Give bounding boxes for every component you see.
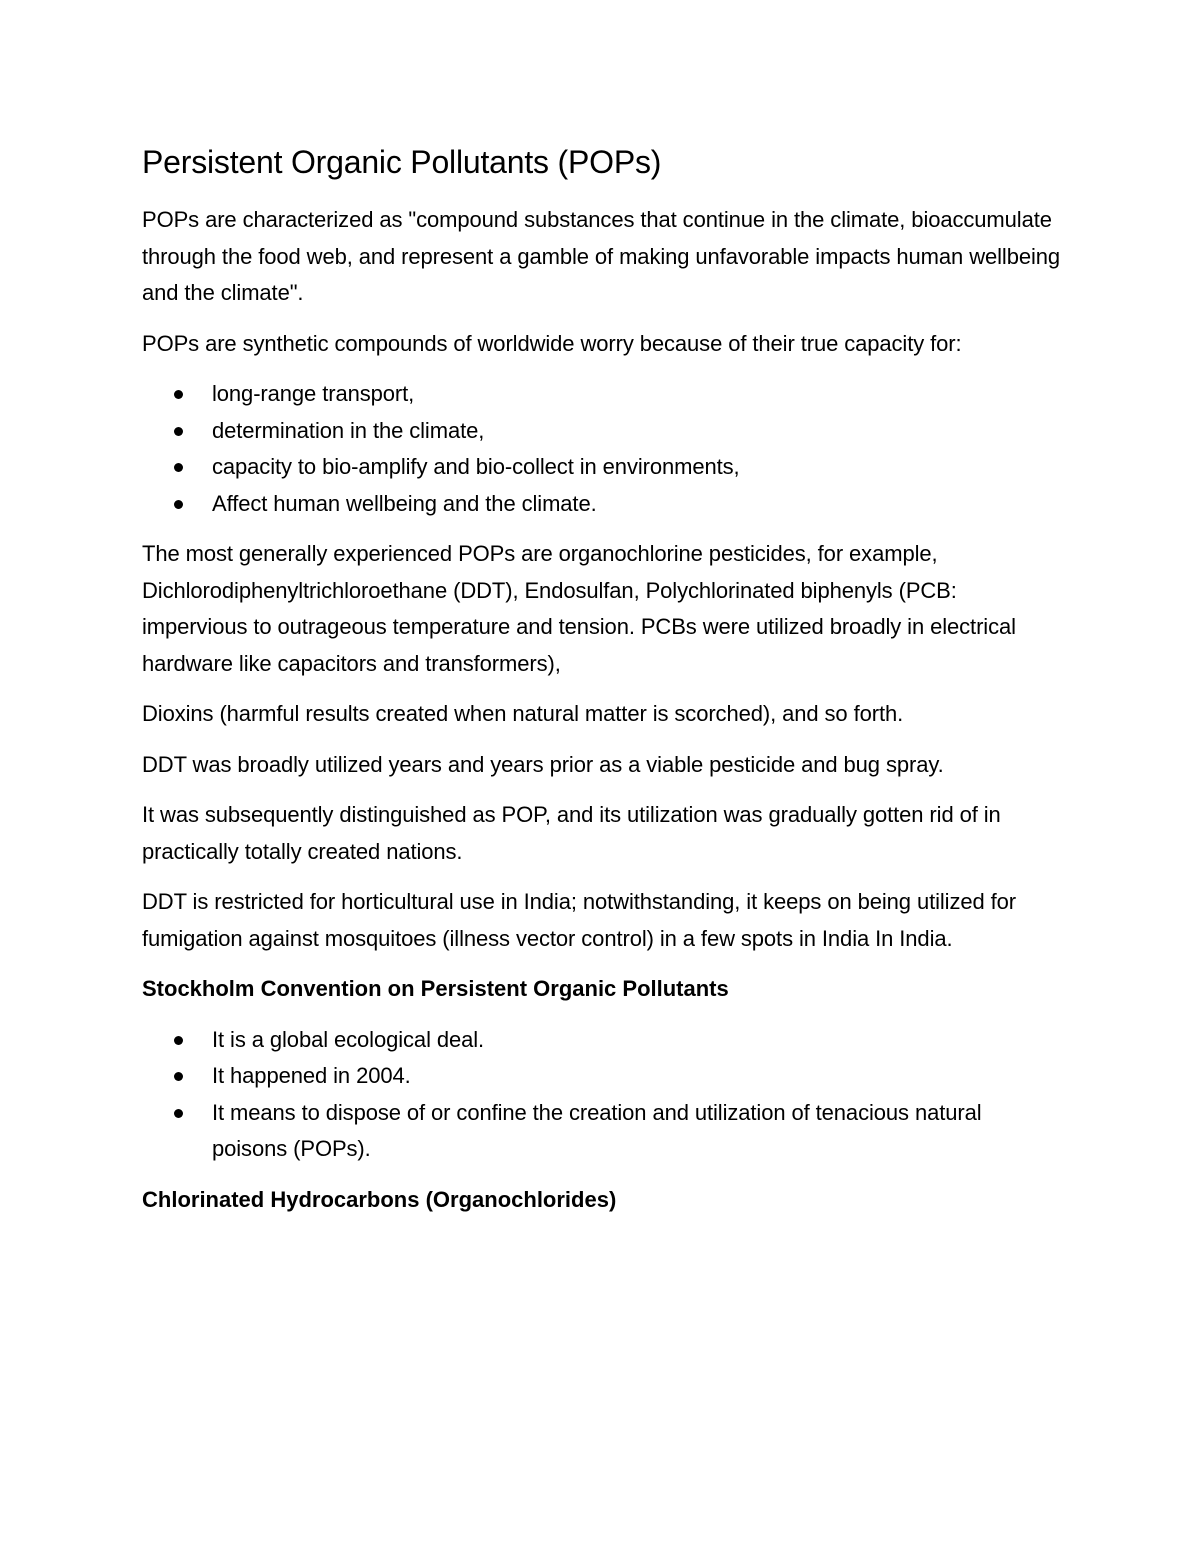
- list-item-text: capacity to bio-amplify and bio-collect in environments,: [212, 454, 740, 479]
- bullet-icon: [174, 500, 183, 509]
- bullet-icon: [174, 1072, 183, 1081]
- bullet-icon: [174, 1109, 183, 1118]
- list-item: [142, 1095, 1062, 1168]
- list-item-text: Affect human wellbeing and the climate.: [212, 490, 597, 516]
- bullet-icon: [174, 463, 183, 472]
- list-item: [142, 376, 1062, 413]
- paragraph-ddt-use: DDT was broadly utilized years and years prior as a viable pesticide and bug spray.: [142, 751, 944, 777]
- list-item-text: determination in the climate,: [212, 417, 485, 443]
- list-item-text: It happened in 2004.: [212, 1063, 411, 1088]
- organochlorides-heading: Chlorinated Hydrocarbons (Organochlorides): [142, 1186, 617, 1212]
- paragraph-concern: POPs are synthetic compounds of worldwide worry because of their true capacity for:: [142, 330, 962, 356]
- list-item: [142, 413, 1062, 450]
- bullet-icon: [174, 427, 183, 436]
- paragraph-ddt-india: DDT is restricted for horticultural use in India; notwithstanding, it keeps on being utilized for fumigation against mosquitoes (illness vector control) in a few spots in India In India.: [142, 889, 1017, 951]
- bullet-icon: [174, 390, 183, 399]
- paragraph-ddt-phaseout: It was subsequently distinguished as POP, and its utilization was gradually gotten rid of in practically totally created nations.: [142, 802, 1001, 864]
- paragraph-definition: POPs are characterized as "compound substances that continue in the climate, bioaccumulate through the food web, and represent a gamble of making unfavorable impacts human wellbeing and the climate".: [142, 207, 1061, 305]
- list-item-text: long-range transport,: [212, 381, 415, 406]
- paragraph-common-pops: The most generally experienced POPs are organochlorine pesticides, for example, Dichlorodiphenyltrichloroethane (DDT), Endosulfan, Polychlorinated biphenyls (PCB: impervious to outrageous temperature and tension. PCBs were utilized broadly in electrical hardware like capacitors and transformers),: [142, 541, 1016, 676]
- stockholm-heading: Stockholm Convention on Persistent Organic Pollutants: [142, 976, 729, 1001]
- list-item: [142, 449, 1062, 486]
- list-item-text: It is a global ecological deal.: [212, 1026, 485, 1052]
- paragraph-dioxins: Dioxins (harmful results created when natural matter is scorched), and so forth.: [142, 701, 904, 726]
- list-item: [142, 1022, 1062, 1059]
- bullet-icon: [174, 1036, 183, 1045]
- document-page: [142, 140, 1062, 1232]
- document-title: Persistent Organic Pollutants (POPs): [142, 144, 662, 180]
- stockholm-list: [142, 1022, 1062, 1168]
- list-item: [142, 486, 1062, 523]
- concern-list: [142, 376, 1062, 522]
- list-item-text: It means to dispose of or confine the creation and utilization of tenacious natural poisons (POPs).: [212, 1099, 982, 1161]
- list-item: [142, 1058, 1062, 1095]
